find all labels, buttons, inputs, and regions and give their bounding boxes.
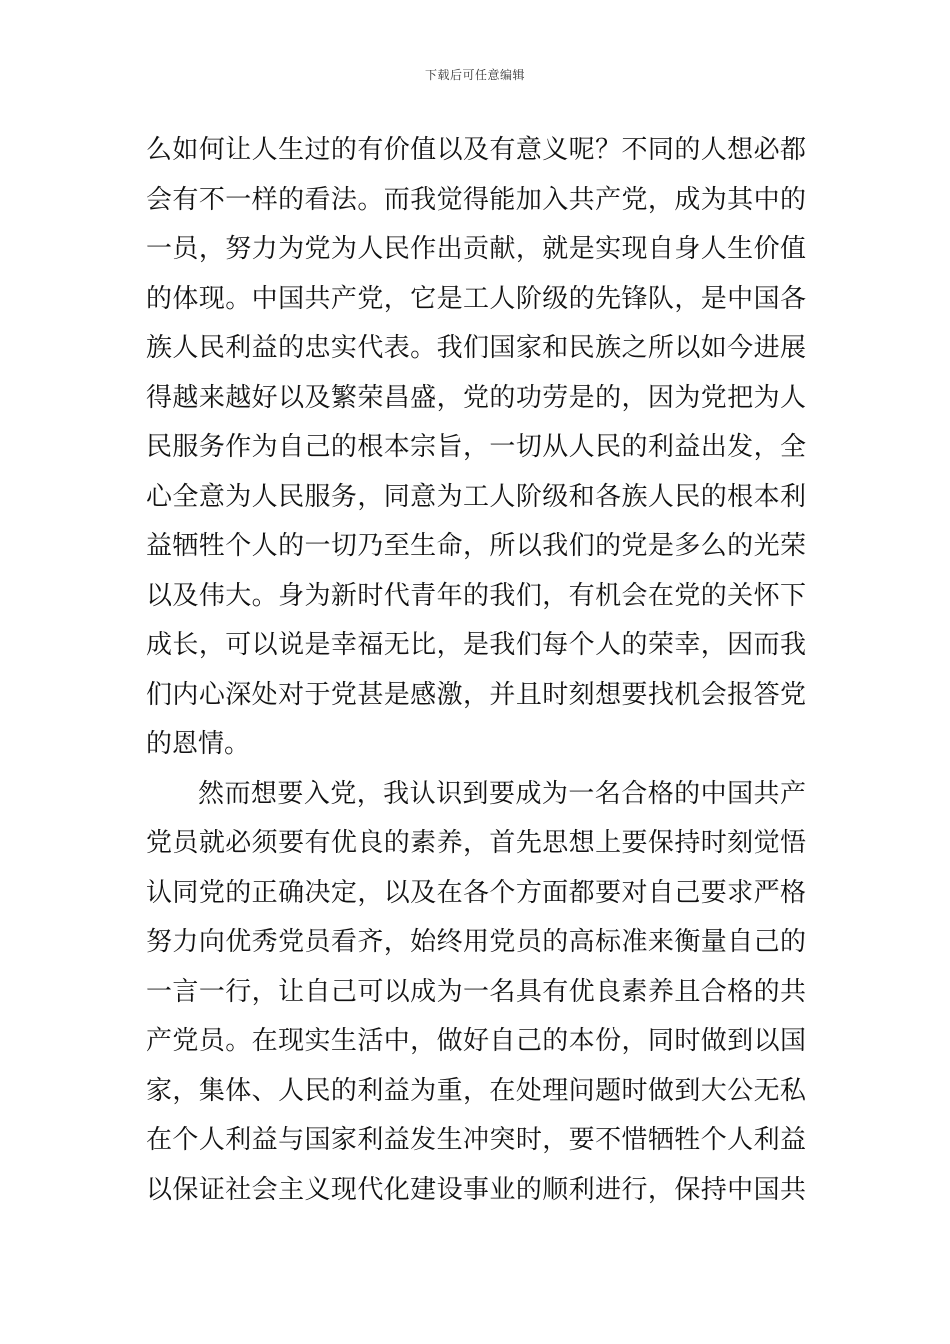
text-line: 产党员。在现实生活中，做好自己的本份，同时做到以国	[146, 1026, 806, 1056]
text-line: 一言一行，让自己可以成为一名具有优良素养且合格的共	[146, 976, 806, 1007]
text-line: 一员，努力为党为人民作出贡献，就是实现自身人生价值	[146, 234, 806, 264]
text-line: 以及伟大。身为新时代青年的我们，有机会在党的关怀下	[146, 580, 806, 611]
text-line: 以保证社会主义现代化建设事业的顺利进行，保持中国共	[146, 1174, 806, 1205]
text-line: 党员就必须要有优良的素养，首先思想上要保持时刻觉悟	[146, 828, 806, 858]
text-line: 的体现。中国共产党，它是工人阶级的先锋队，是中国各	[146, 283, 806, 314]
text-line: 们内心深处对于党甚是感激，并且时刻想要找机会报答党	[146, 679, 806, 710]
paragraph-first-line: 然而想要入党，我认识到要成为一名合格的中国共产	[198, 778, 806, 809]
text-line: 心全意为人民服务，同意为工人阶级和各族人民的根本利	[146, 481, 806, 512]
body-text	[146, 126, 806, 1215]
text-line: 族人民利益的忠实代表。我们国家和民族之所以如今进展	[146, 333, 806, 363]
text-line: 会有不一样的看法。而我觉得能加入共产党，成为其中的	[146, 184, 806, 215]
text-line: 得越来越好以及繁荣昌盛，党的功劳是的，因为党把为人	[146, 382, 806, 413]
text-line: 民服务作为自己的根本宗旨，一切从人民的利益出发，全	[146, 432, 806, 462]
text-line: 家，集体、人民的利益为重，在处理问题时做到大公无私	[146, 1075, 806, 1106]
text-line: 在个人利益与国家利益发生冲突时，要不惜牺牲个人利益	[146, 1125, 806, 1155]
header-note: 下载后可任意编辑	[424, 68, 525, 82]
text-line: 的恩情。	[146, 729, 251, 759]
text-line: 益牺牲个人的一切乃至生命，所以我们的党是多么的光荣	[146, 531, 806, 561]
text-line: 么如何让人生过的有价值以及有意义呢？不同的人想必都	[146, 135, 806, 165]
text-line: 努力向优秀党员看齐，始终用党员的高标准来衡量自己的	[146, 927, 806, 957]
text-line: 认同党的正确决定，以及在各个方面都要对自己要求严格	[146, 877, 806, 908]
text-line: 成长，可以说是幸福无比，是我们每个人的荣幸，因而我	[146, 630, 806, 660]
